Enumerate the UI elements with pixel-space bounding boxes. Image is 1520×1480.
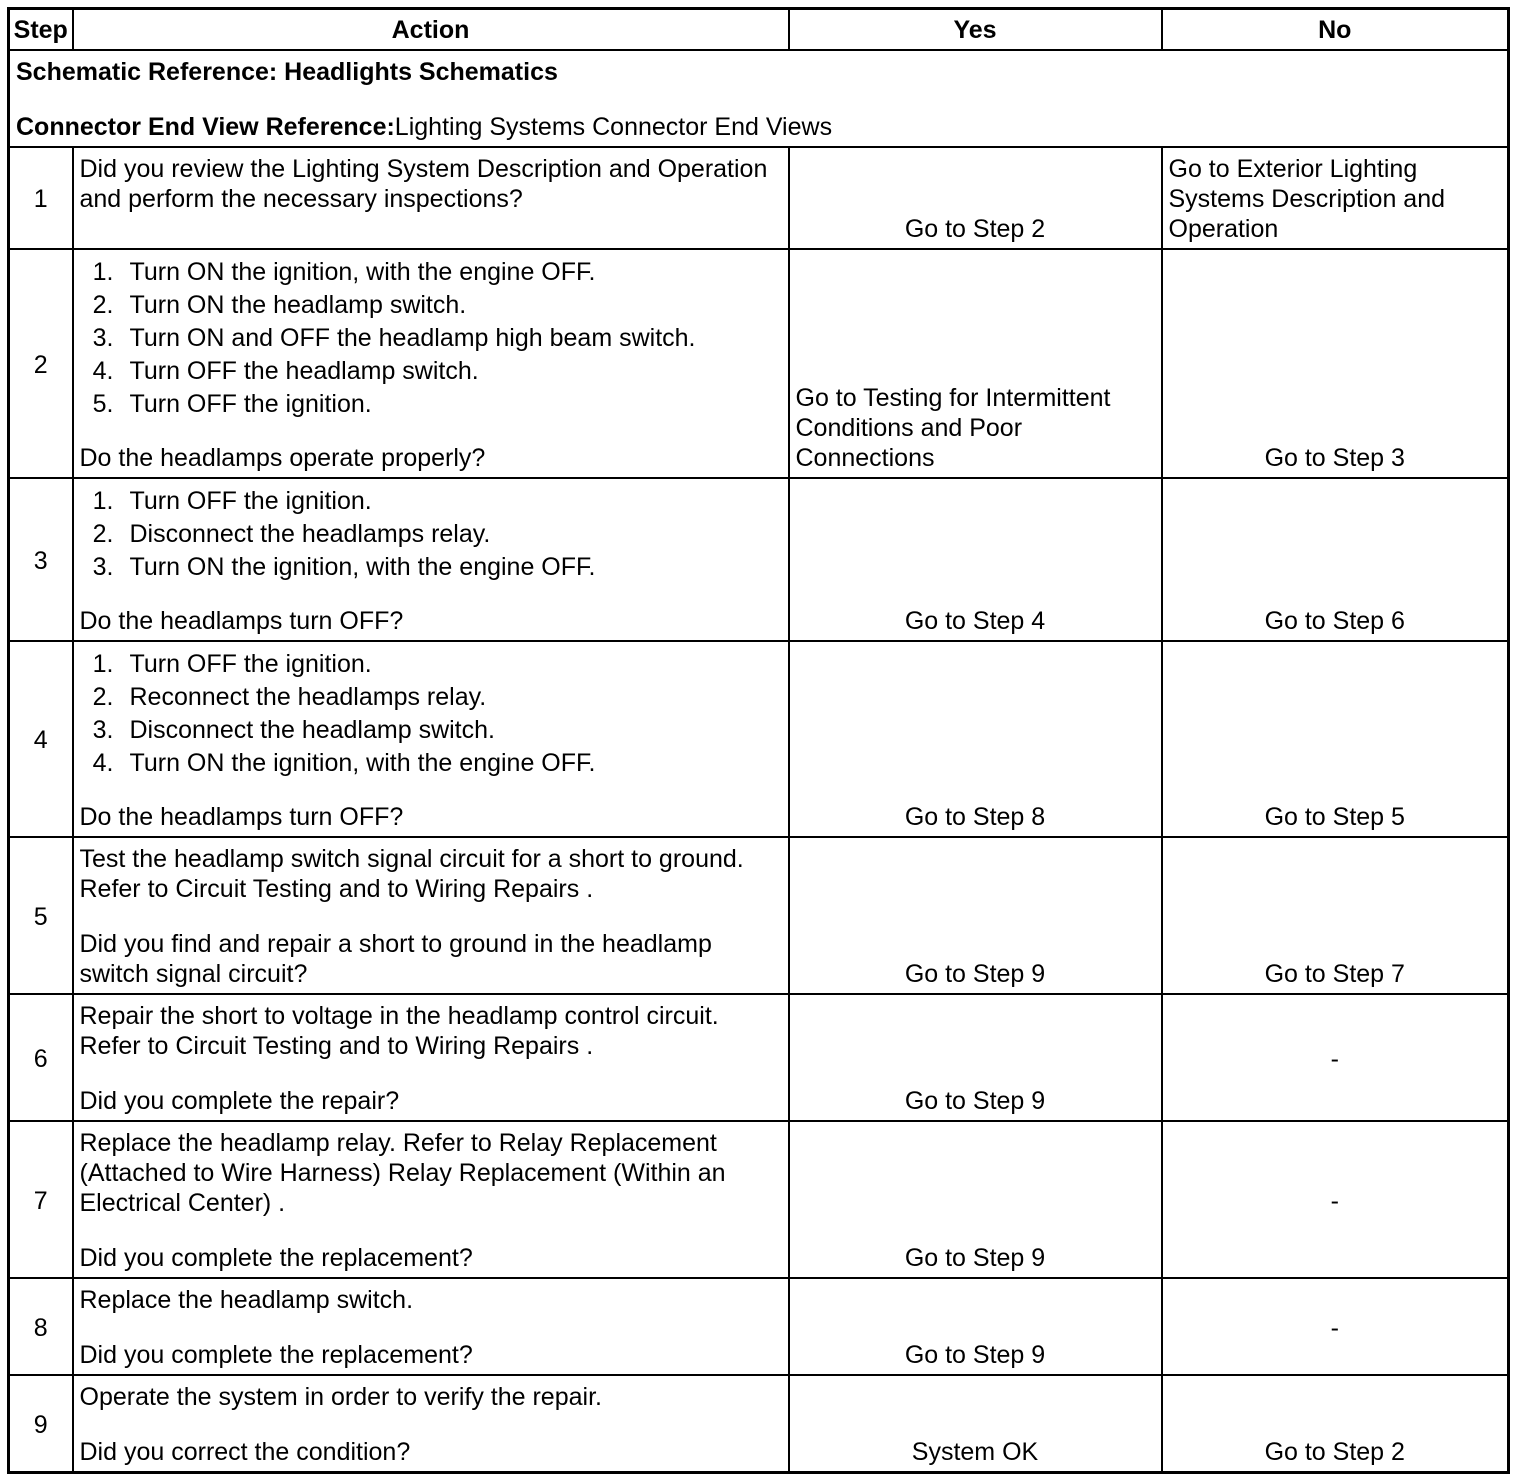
action-question: Did you find and repair a short to ground in the headlamp switch signal circuit? — [79, 930, 712, 988]
action-substep — [80, 388, 782, 421]
substep-text: Disconnect the headlamp switch. — [129, 716, 495, 744]
yes-result: Go to Step 8 — [904, 803, 1046, 831]
substep-number: 3. — [92, 324, 114, 352]
yes-result: Go to Testing for Intermittent Conditions and Poor Connections — [795, 384, 1111, 472]
action-question: Did you complete the replacement? — [79, 1244, 473, 1272]
table-row — [9, 249, 1509, 478]
reference-row — [9, 50, 1509, 147]
substep-number: 4. — [92, 357, 114, 385]
action-question: Did you review the Lighting System Description and Operation and perform the necessary inspections? — [79, 155, 768, 213]
no-result: Go to Step 3 — [1264, 444, 1405, 472]
table-body — [9, 50, 1509, 1473]
yes-cell — [789, 249, 1162, 478]
yes-result: Go to Step 4 — [904, 607, 1046, 635]
substep-text: Turn ON the headlamp switch. — [129, 291, 467, 319]
table-row — [9, 837, 1509, 994]
no-cell — [1162, 837, 1509, 994]
action-substeps — [80, 256, 782, 421]
action-substep — [80, 485, 782, 518]
schematic-reference: Schematic Reference: Headlights Schematics — [16, 58, 558, 86]
no-cell — [1162, 478, 1509, 641]
substep-number: 1. — [92, 650, 114, 678]
header-yes: Yes — [789, 9, 1162, 51]
table-row — [9, 641, 1509, 837]
instruction-line: Refer to Circuit Testing and to Wiring Repairs . — [79, 1032, 594, 1060]
action-cell — [73, 478, 789, 641]
action-cell — [73, 249, 789, 478]
table-header — [9, 9, 1509, 51]
action-substep — [80, 256, 782, 289]
step-number: 2 — [9, 249, 73, 478]
action-question: Did you complete the repair? — [79, 1087, 400, 1115]
action-substep — [80, 355, 782, 388]
yes-cell — [789, 1278, 1162, 1375]
instruction-line: Operate the system in order to verify the repair. — [79, 1383, 602, 1411]
header-step: Step — [9, 9, 73, 51]
substep-number: 1. — [92, 258, 114, 286]
yes-cell — [789, 1121, 1162, 1278]
no-cell — [1162, 1121, 1509, 1278]
step-number: 3 — [9, 478, 73, 641]
action-question: Did you correct the condition? — [79, 1438, 411, 1466]
substep-text: Turn ON the ignition, with the engine OFF. — [129, 258, 596, 286]
action-substep — [80, 681, 782, 714]
substep-number: 2. — [92, 291, 114, 319]
instruction-line: Replace the headlamp relay. Refer to Relay Replacement (Attached to Wire Harness) Relay Replacement (Within an Electrical Center) . — [79, 1129, 726, 1217]
yes-cell — [789, 478, 1162, 641]
action-substeps — [80, 648, 782, 780]
yes-result: Go to Step 9 — [904, 1244, 1046, 1272]
action-substep — [80, 518, 782, 551]
yes-cell — [789, 994, 1162, 1121]
yes-result: System OK — [911, 1438, 1039, 1466]
yes-cell — [789, 1375, 1162, 1473]
yes-result: Go to Step 9 — [904, 960, 1046, 988]
step-number: 8 — [9, 1278, 73, 1375]
step-number: 1 — [9, 147, 73, 249]
no-result: Go to Step 6 — [1264, 607, 1405, 635]
substep-number: 2. — [92, 683, 114, 711]
substep-text: Turn ON the ignition, with the engine OFF. — [129, 553, 596, 581]
no-result: Go to Step 2 — [1264, 1438, 1405, 1466]
action-substeps — [80, 485, 782, 584]
table-row — [9, 1375, 1509, 1473]
action-substep — [80, 322, 782, 355]
no-cell — [1162, 641, 1509, 837]
connector-reference-label: Connector End View Reference: — [16, 113, 395, 141]
action-cell — [73, 1278, 789, 1375]
substep-number: 3. — [92, 716, 114, 744]
no-result: - — [1330, 1044, 1339, 1073]
connector-reference — [16, 112, 1501, 142]
table-row — [9, 994, 1509, 1121]
yes-cell — [789, 837, 1162, 994]
action-question: Did you complete the replacement? — [79, 1341, 473, 1369]
action-instruction — [80, 1382, 782, 1412]
table-row — [9, 147, 1509, 249]
substep-text: Turn ON the ignition, with the engine OFF. — [129, 749, 596, 777]
instruction-line: Repair the short to voltage in the headlamp control circuit. — [79, 1002, 719, 1030]
action-instruction — [80, 1001, 782, 1061]
action-substep — [80, 289, 782, 322]
no-result: Go to Step 5 — [1264, 803, 1405, 831]
action-question: Do the headlamps turn OFF? — [79, 803, 404, 831]
step-number: 7 — [9, 1121, 73, 1278]
substep-text: Turn OFF the ignition. — [129, 650, 372, 678]
yes-result: Go to Step 9 — [904, 1087, 1046, 1115]
action-cell — [73, 147, 789, 249]
substep-number: 1. — [92, 487, 114, 515]
yes-cell — [789, 147, 1162, 249]
no-result: Go to Step 7 — [1264, 960, 1405, 988]
yes-cell — [789, 641, 1162, 837]
action-cell — [73, 1121, 789, 1278]
reference-cell — [9, 50, 1509, 147]
step-number: 4 — [9, 641, 73, 837]
substep-number: 3. — [92, 553, 114, 581]
action-question: Do the headlamps operate properly? — [79, 444, 486, 472]
no-result: Go to Exterior Lighting Systems Description and Operation — [1168, 155, 1446, 243]
no-cell — [1162, 1278, 1509, 1375]
instruction-line: Test the headlamp switch signal circuit for a short to ground. — [79, 845, 744, 873]
header-action: Action — [73, 9, 789, 51]
substep-text: Reconnect the headlamps relay. — [129, 683, 487, 711]
action-substep — [80, 747, 782, 780]
action-substep — [80, 648, 782, 681]
diagnostic-table — [7, 7, 1510, 1474]
substep-number: 5. — [92, 390, 114, 418]
no-cell — [1162, 147, 1509, 249]
substep-text: Disconnect the headlamps relay. — [129, 520, 491, 548]
table-row — [9, 1278, 1509, 1375]
action-instruction — [80, 1128, 782, 1218]
step-number: 6 — [9, 994, 73, 1121]
substep-text: Turn OFF the ignition. — [129, 390, 372, 418]
step-number: 9 — [9, 1375, 73, 1473]
action-cell — [73, 641, 789, 837]
action-cell — [73, 837, 789, 994]
substep-text: Turn ON and OFF the headlamp high beam switch. — [129, 324, 696, 352]
substep-number: 2. — [92, 520, 114, 548]
action-instruction — [80, 1285, 782, 1315]
action-cell — [73, 994, 789, 1121]
no-cell — [1162, 249, 1509, 478]
header-no: No — [1162, 9, 1509, 51]
instruction-line: Refer to Circuit Testing and to Wiring Repairs . — [79, 875, 594, 903]
substep-text: Turn OFF the ignition. — [129, 487, 372, 515]
no-cell — [1162, 994, 1509, 1121]
yes-result: Go to Step 9 — [904, 1341, 1046, 1369]
table-row — [9, 1121, 1509, 1278]
substep-text: Turn OFF the headlamp switch. — [129, 357, 479, 385]
no-cell — [1162, 1375, 1509, 1473]
header-row — [9, 9, 1509, 51]
action-question: Do the headlamps turn OFF? — [79, 607, 404, 635]
instruction-line: Replace the headlamp switch. — [79, 1286, 414, 1314]
step-number: 5 — [9, 837, 73, 994]
table-row — [9, 478, 1509, 641]
action-substep — [80, 551, 782, 584]
substep-number: 4. — [92, 749, 114, 777]
action-instruction — [80, 844, 782, 904]
action-cell — [73, 1375, 789, 1473]
action-substep — [80, 714, 782, 747]
no-result: - — [1330, 1313, 1339, 1342]
no-result: - — [1330, 1186, 1339, 1215]
connector-reference-value: Lighting Systems Connector End Views — [394, 113, 833, 141]
yes-result: Go to Step 2 — [904, 215, 1046, 243]
